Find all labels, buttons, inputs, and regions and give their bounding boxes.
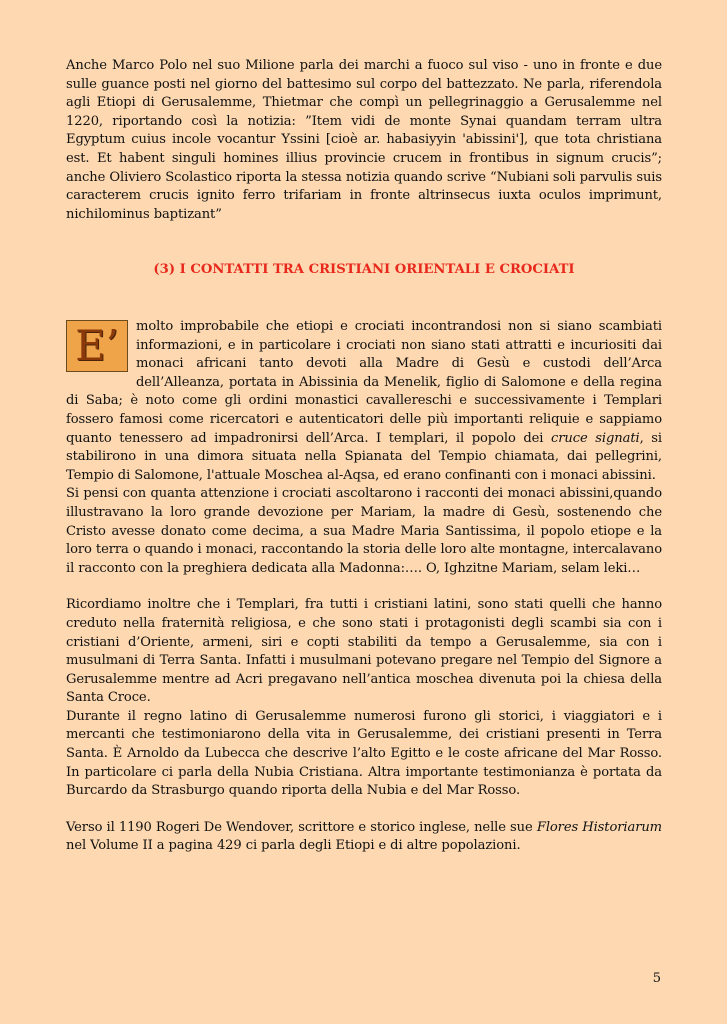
paragraph-3: Ricordiamo inoltre che i Templari, fra tutti i cristiani latini, sono stati quelli che hanno creduto nella fraternità religiosa, e che sono stati i protagonisti degli scambi sia con i cristiani d’Oriente, armeni, siri e copti stabiliti da tempo a Gerusalemme, sia con i musulmani di Terra Santa. Infatti i musulmani potevano pregare nel Tempio del Signore a Gerusalemme mentre ad Acri pregavano nell’antica moschea divenuta poi la chiesa della Santa Croce. [66,597,662,706]
drop-cap: E’ [66,320,128,372]
page-number: 5 [652,971,661,986]
paragraph-5 [66,819,662,856]
paragraph-4: Durante il regno latino di Gerusalemme numerosi furono gli storici, i viaggiatori e i mercanti che testimoniarono della vita in Gerusalemme, dei cristiani presenti in Terra Santa. È Arnoldo da Lubecca che descrive l’alto Egitto e le coste africane del Mar Rosso. In particolare ci parla della Nubia Cristiana. Altra importante testimonianza è portata da Burcardo da Strasburgo quando riporta della Nubia e del Mar Rosso. [66,708,662,799]
section-heading: (3) I CONTATTI TRA CRISTIANI ORIENTALI E CROCIATI [153,262,575,277]
paragraph-2: Si pensi con quanta attenzione i crociati ascoltarono i racconti dei monaci abissini,quando illustravano la loro grande devozione per Mariam, la madre di Gesù, sostenendo che Cristo avesse donato come decima, a sua Madre Maria Santissima, il popolo etiope e la loro terra o quando i monaci, raccontando la storia delle loro alte montagne, intercalavano il racconto con la preghiera dedicata alla Madonna:…. O, Ighzitne Mariam, selam leki… [66,486,662,576]
paragraph-1 [66,318,662,485]
paragraph-1-text-a: molto improbabile che etiopi e crociati incontrandosi non si siano scambiati informazioni, e in particolare i crociati non siano stati attratti e incuriositi dai monaci africani tanto devoti alla Madre di Gesù e custodi dell’Arca dell’Alleanza, portata in Abissinia da Menelik, figlio di Salomone e della regina di Saba; è noto come gli ordini monastici cavallereschi e successivamente i Templari fossero famosi come ricercatori e autenticatori delle più importanti reliquie e sappiamo quanto tenessero ad impadronirsi dell’Arca. I templari, il popolo dei [66,319,662,446]
paragraph-5-text-b: nel Volume II a pagina 429 ci parla degli Etiopi e di altre popolazioni. [66,838,521,854]
paragraph-1-text-b: , si stabilirono in una dimora situata nella Spianata del Tempio chiamata, dai pellegrini, Tempio di Salomone, l'attuale Moschea al-Aqsa, ed erano confinanti con i monaci abissini. [66,430,662,483]
paragraph-1-italic: cruce signati [551,430,640,446]
paragraph-5-italic: Flores Historiarum [536,819,662,835]
intro-block [66,57,662,224]
section-body [66,318,662,856]
intro-paragraph: Anche Marco Polo nel suo Milione parla dei marchi a fuoco sul viso - uno in fronte e due sulle guance posti nel giorno del battesimo sul corpo del battezzato. Ne parla, riferendola agli Etiopi di Gerusalemme, Thietmar che compì un pellegrinaggio a Gerusalemme nel 1220, riportando così la notizia: ”Item vidi de monte Synai quandam terram ultra Egyptum cuius incole vocantur Yssini [cioè ar. habasiyyin 'abissini'], que tota christiana est. Et habent singuli homines illius provincie crucem in frontibus in signum crucis”; anche Oliviero Scolastico riporta la stessa notizia quando scrive “Nubiani soli parvulis suis caracterem crucis ignito ferro trifariam in fronte altrinsecus iuxta oculos imprimunt, nichilominus baptizant” [66,58,662,222]
paragraph-5-text-a: Verso il 1190 Rogeri De Wendover, scrittore e storico inglese, nelle sue [66,819,537,835]
